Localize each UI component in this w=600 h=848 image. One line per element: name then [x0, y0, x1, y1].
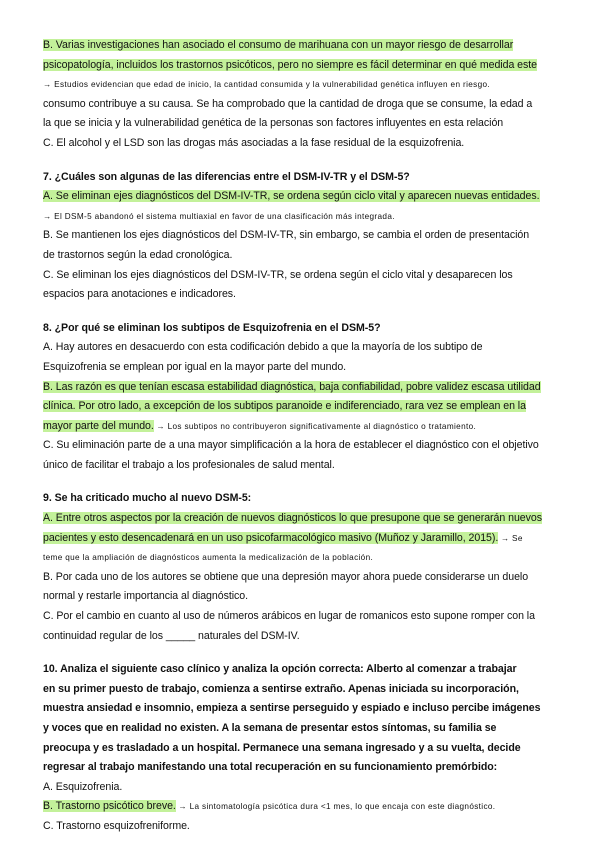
- q9-note-start: → Se: [498, 533, 523, 543]
- q9-option-b-line-2: normal y restarle importancia al diagnóstico.: [43, 590, 249, 603]
- q9-note-end: teme que la ampliación de diagnósticos aumenta la medicalización de la población.: [43, 553, 374, 563]
- option-b-line-2: psicopatología, incluidos los trastornos psicóticos, pero no siempre es fácil determinar en qué medida este: [43, 58, 538, 71]
- q8-option-a-line-1: A. Hay autores en desacuerdo con esta codificación debido a que la mayoría de los subtipo de: [43, 341, 483, 354]
- q9-option-b-line-1: B. Por cada uno de los autores se obtiene que una depresión mayor ahora puede considerarse un duelo: [43, 570, 529, 583]
- continuation-line-2: la que se inicia y la vulnerabilidad genética de la personas son factores influyentes en esta relación: [43, 117, 504, 130]
- q9-option-a-line-1: A. Entre otros aspectos por la creación de nuevos diagnósticos lo que presupone que se generarán nuevos: [43, 512, 542, 525]
- q7-option-b-line-1: B. Se mantienen los ejes diagnósticos del DSM-IV-TR, sin embargo, se cambia el orden de presentación: [43, 229, 530, 242]
- question-10-line-5: preocupa y es trasladado a un hospital. Permanece una semana ingresado y a su vuelta, decide: [43, 741, 521, 754]
- q8-option-b-line-2: clínica. Por otro lado, a excepción de los subtipos paranoide e indiferenciado, rara vez se emplean en la: [43, 400, 526, 413]
- q10-note: → La sintomatología psicótica dura <1 mes, lo que encaja con este diagnóstico.: [175, 802, 496, 812]
- question-7-title: 7. ¿Cuáles son algunas de las diferencias entre el DSM-IV-TR y el DSM-5?: [43, 170, 410, 183]
- q9-option-c-line-2: continuidad regular de los _____ naturales del DSM-IV.: [43, 629, 300, 642]
- question-10: [43, 660, 583, 836]
- q10-option-b: B. Trastorno psicótico breve.: [43, 800, 176, 813]
- question-7: [43, 168, 583, 305]
- continuation-line-1: consumo contribuye a su causa. Se ha comprobado que la cantidad de droga que se consume, la edad a: [43, 97, 533, 110]
- option-c: C. El alcohol y el LSD son las drogas más asociadas a la fase residual de la esquizofrenia.: [43, 136, 465, 149]
- explanation-note: → Estudios evidencian que edad de inicio, la cantidad consumida y la vulnerabilidad genética influyen en riesgo.: [43, 80, 491, 90]
- q8-option-a-line-2: Esquizofrenia se emplean por igual en la mayor parte del mundo.: [43, 360, 347, 373]
- question-10-line-4: y voces que en realidad no existen. A la semana de presentar estos síntomas, su familia se: [43, 722, 497, 734]
- q10-option-a: A. Esquizofrenia.: [43, 780, 123, 793]
- question-8: [43, 319, 583, 476]
- q7-option-a: A. Se eliminan ejes diagnósticos del DSM-IV-TR, se ordena según ciclo vital y aparecen nuevas entidades.: [43, 190, 540, 203]
- document-page: [43, 36, 583, 837]
- q9-option-c-line-1: C. Por el cambio en cuanto al uso de números arábicos en lugar de romanicos esto supone romper con la: [43, 610, 535, 623]
- q7-option-c-line-2: espacios para anotaciones e indicadores.: [43, 288, 236, 301]
- question-10-line-1: 10. Analiza el siguiente caso clínico y analiza la opción correcta: Alberto al comenzar a trabajar: [43, 663, 517, 676]
- question-9-title: 9. Se ha criticado mucho al nuevo DSM-5:: [43, 492, 252, 505]
- q8-option-c-line-1: C. Su eliminación parte de a una mayor simplificación a la hora de establecer el diagnóstico con el objetivo: [43, 439, 539, 452]
- question-10-line-6: regresar al trabajo manifestando una total recuperación en su funcionamiento premórbido:: [43, 761, 498, 774]
- question-10-line-3: muestra ansiedad e insomnio, empieza a sentirse perseguido y espiado e incluso percibe imágenes: [43, 702, 541, 715]
- question-8-title: 8. ¿Por qué se eliminan los subtipos de Esquizofrenia en el DSM-5?: [43, 321, 381, 334]
- option-b-line-1: B. Varias investigaciones han asociado el consumo de marihuana con un mayor riesgo de desarrollar: [43, 39, 514, 51]
- question-9: [43, 489, 583, 646]
- q7-option-b-line-2: de trastornos según la edad cronológica.: [43, 248, 233, 261]
- q8-option-b-line-3: mayor parte del mundo.: [43, 419, 154, 432]
- q7-note: → El DSM-5 abandonó el sistema multiaxial en favor de una clasificación más integrada.: [43, 211, 395, 221]
- q8-option-b-line-1: B. Las razón es que tenían escasa estabilidad diagnóstica, baja confiabilidad, pobre validez escasa utilidad: [43, 380, 541, 393]
- q9-option-a-line-2: pacientes y esto desencadenará en un uso psicofarmacológico masivo (Muñoz y Jaramillo, 2015).: [43, 531, 499, 544]
- q7-option-c-line-1: C. Se eliminan los ejes diagnósticos del DSM-IV-TR, se ordena según el ciclo vital y desaparecen los: [43, 268, 513, 281]
- q10-option-c: C. Trastorno esquizofreniforme.: [43, 819, 190, 832]
- q8-option-c-line-2: único de facilitar el trabajo a los profesionales de salud mental.: [43, 458, 335, 471]
- question-10-line-2: en su primer puesto de trabajo, comienza a sentirse extraño. Apenas iniciada su incorporación,: [43, 682, 519, 695]
- intro-block: [43, 36, 583, 154]
- q8-note: → Los subtipos no contribuyeron significativamente al diagnóstico o tratamiento.: [153, 421, 477, 431]
